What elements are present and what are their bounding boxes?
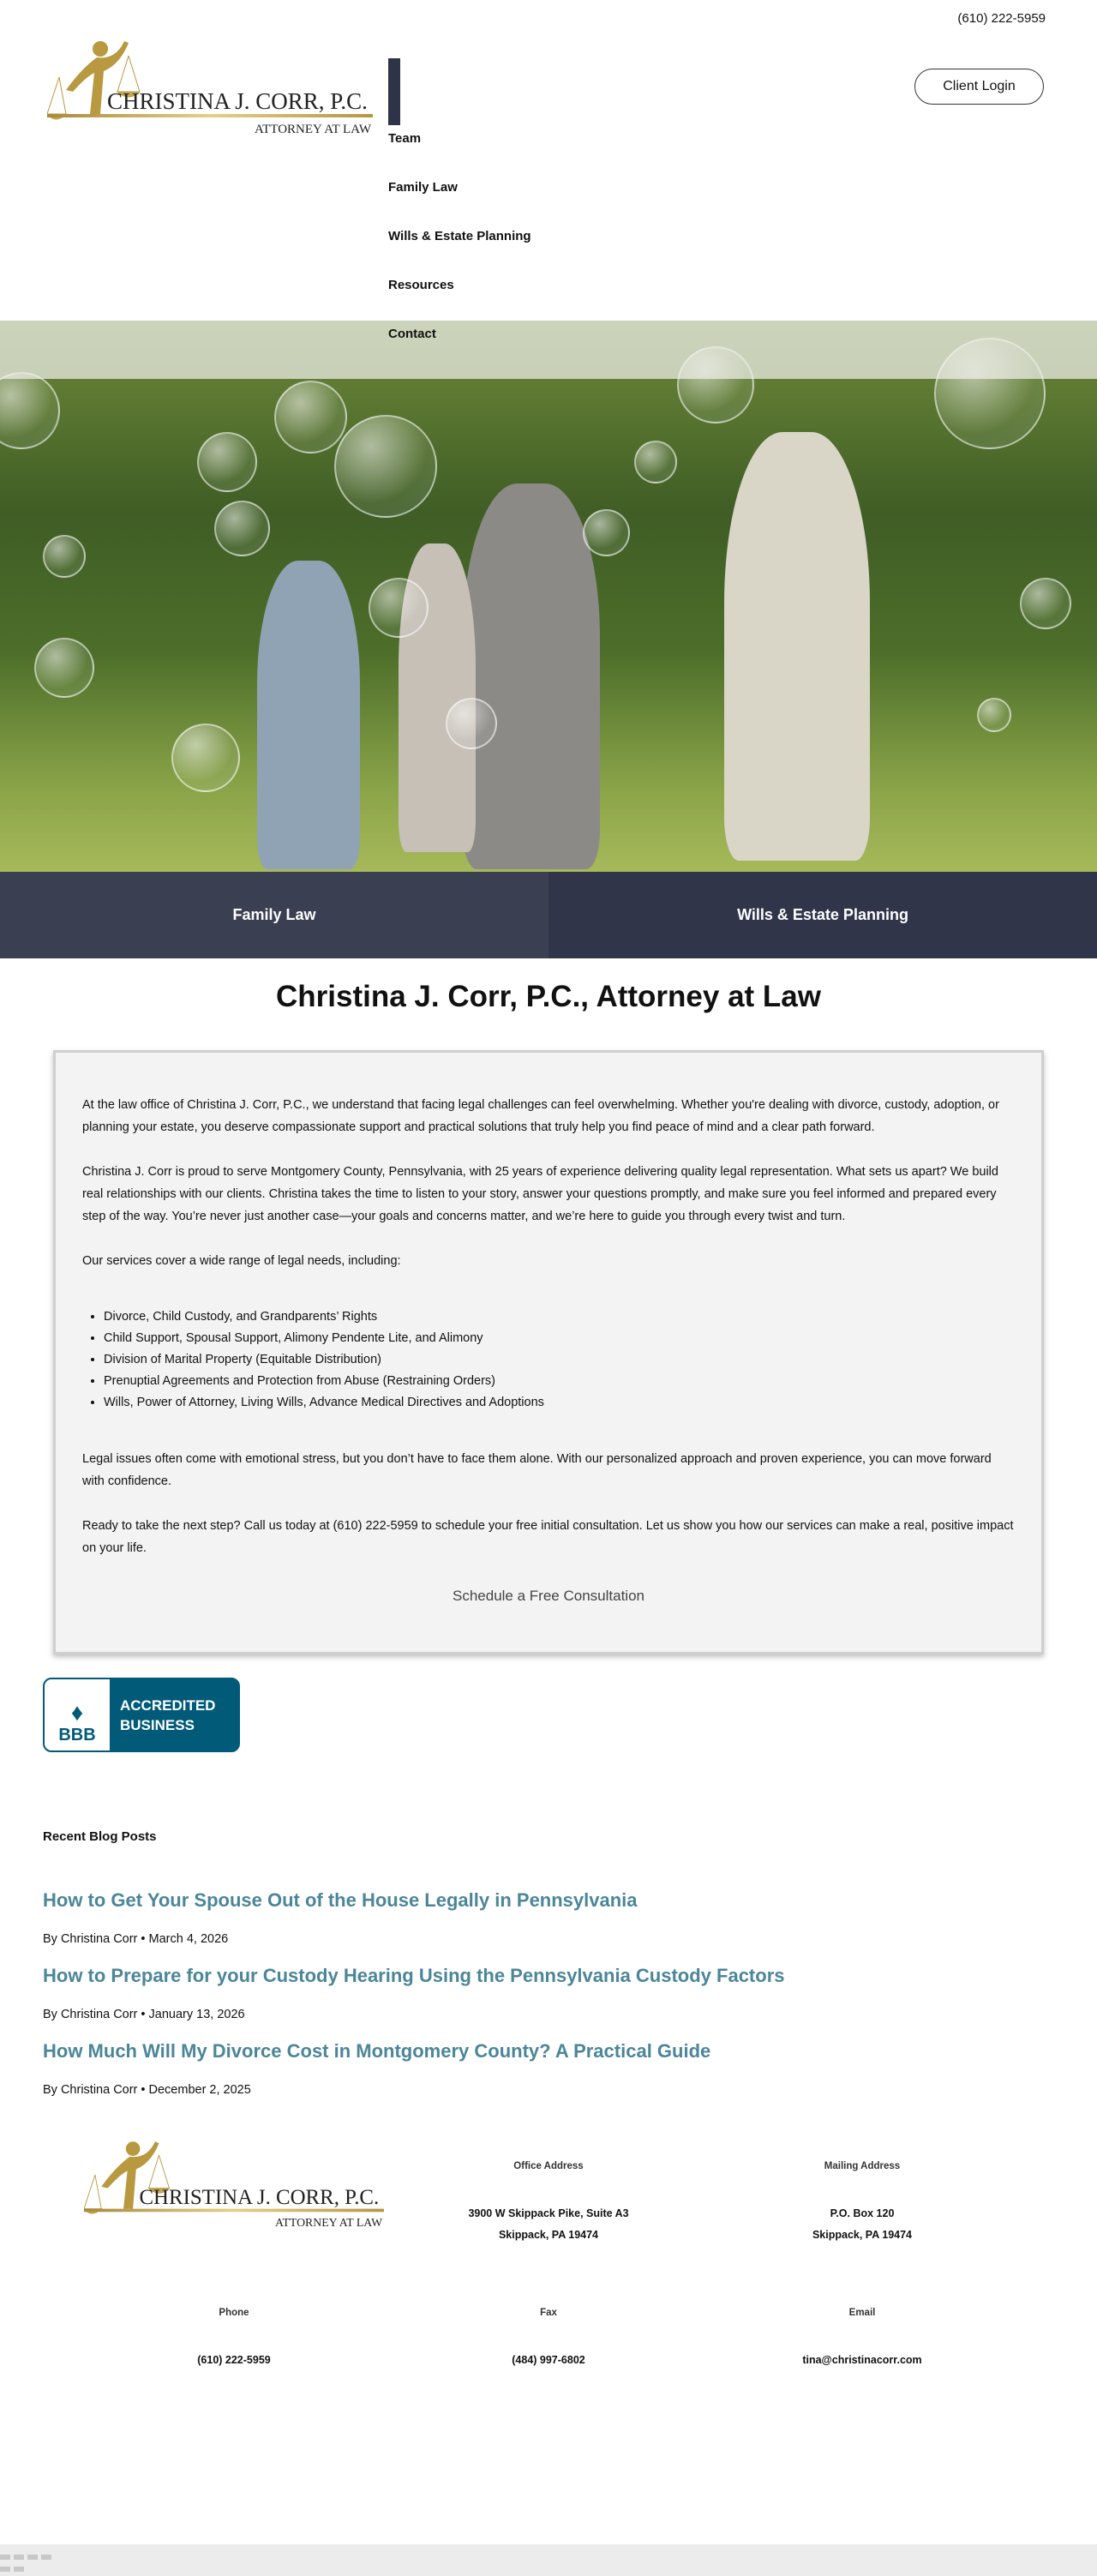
list-item: • Wills, Power of Attorney, Living Wills, Advance Medical Directives and Adoptions — [104, 1392, 1015, 1414]
feature-family-law[interactable]: Family Law — [0, 872, 548, 958]
nav-team[interactable]: Team — [388, 131, 422, 146]
svg-text:ATTORNEY AT LAW: ATTORNEY AT LAW — [254, 123, 371, 136]
footer-phone: Phone (610) 222-5959 — [105, 2308, 363, 2366]
about-paragraph: Christina J. Corr is proud to serve Montgomery County, Pennsylvania, with 25 years of experience delivering quality legal representation. What sets us apart? We build real relationships with our clients. Christina takes the time to listen to your story, answer your questions promptly, and make sure you feel informed and prepared every step of the way. You’re never just another case—your goals and concerns matter, and we’re here to guide you through every twist and turn. — [82, 1165, 998, 1223]
bottom-toolbar — [0, 2544, 1097, 2576]
bbb-torch-icon: ♦ — [70, 1699, 84, 1726]
blog-post-title[interactable]: How to Prepare for your Custody Hearing Using the Pennsylvania Custody Factors — [43, 1965, 785, 1986]
intro-paragraph: At the law office of Christina J. Corr, P.C., we understand that facing legal challenges can feel overwhelming. Whether you're dealing with divorce, custody, adoption, or planning your estate, you deserve compassionate support and practical solutions that truly help you find peace of mind and a clear path forward. — [82, 1098, 999, 1134]
nav-contact[interactable]: Contact — [388, 327, 436, 341]
recent-posts-heading: Recent Blog Posts — [43, 1829, 157, 1844]
nav-wills-estate-planning[interactable]: Wills & Estate Planning — [388, 229, 531, 243]
hero-image — [0, 321, 1097, 872]
feature-wills-estate-planning[interactable]: Wills & Estate Planning — [548, 872, 1097, 958]
list-item: • Divorce, Child Custody, and Grandparents’ Rights — [104, 1306, 1015, 1328]
scales-of-justice-logo-icon — [47, 39, 373, 137]
blog-post-meta: By Christina Corr • January 13, 2026 — [43, 2008, 245, 2021]
list-item: • Division of Marital Property (Equitable Distribution) — [104, 1349, 1015, 1371]
footer-fax: Fax (484) 997-6802 — [512, 2308, 585, 2366]
list-item: • Child Support, Spousal Support, Alimony Pendente Lite, and Alimony — [104, 1328, 1015, 1349]
bbb-accredited-badge[interactable]: ♦ BBB ACCREDITED BUSINESS — [43, 1678, 240, 1752]
footer-email-link[interactable]: tina@christinacorr.com — [802, 2354, 922, 2366]
mailing-address: Mailing Address P.O. Box 120 Skippack, PA 19474 — [812, 2161, 913, 2241]
scales-of-justice-logo-icon — [84, 2139, 384, 2231]
page-title: Christina J. Corr, P.C., Attorney at Law — [276, 980, 821, 1013]
blog-post-title[interactable]: How to Get Your Spouse Out of the House Legally in Pennsylvania — [43, 1889, 638, 1911]
office-address: Office Address 3900 W Skippack Pike, Suite A3 Skippack, PA 19474 — [468, 2161, 629, 2241]
nav-resources[interactable]: Resources — [388, 278, 454, 292]
services-list — [104, 1306, 1015, 1414]
footer-logo[interactable] — [84, 2139, 384, 2231]
header-phone-link[interactable]: (610) 222-5959 — [957, 11, 1046, 26]
cta-paragraph: Ready to take the next step? Call us today at (610) 222-5959 to schedule your free initial consultation. Let us show you how our services can make a real, positive impact on your life. — [82, 1519, 1014, 1555]
blog-post-title[interactable]: How Much Will My Divorce Cost in Montgomery County? A Practical Guide — [43, 2040, 711, 2062]
nav-active-indicator — [388, 58, 400, 125]
footer-email: Email tina@christinacorr.com — [734, 2308, 991, 2366]
blog-post-meta: By Christina Corr • March 4, 2026 — [43, 1932, 229, 1946]
services-intro: Our services cover a wide range of legal needs, including: — [82, 1254, 401, 1268]
site-logo[interactable] — [47, 39, 373, 137]
intro-content-box — [53, 1050, 1044, 1654]
feature-links — [0, 872, 1097, 958]
blog-post-meta: By Christina Corr • December 2, 2025 — [43, 2083, 251, 2097]
logo-text: CHRISTINA J. CORR, P.C. — [107, 88, 368, 114]
svg-text:CHRISTINA J. CORR, P.C.: CHRISTINA J. CORR, P.C. — [139, 2186, 380, 2210]
support-paragraph: Legal issues often come with emotional stress, but you don’t have to face them alone. With our personalized approach and proven experience, you can move forward with confidence. — [82, 1452, 992, 1488]
nav-family-law[interactable]: Family Law — [388, 180, 458, 195]
svg-text:ATTORNEY AT LAW: ATTORNEY AT LAW — [275, 2215, 383, 2229]
schedule-consultation-link[interactable]: Schedule a Free Consultation — [453, 1588, 644, 1604]
client-login-button[interactable]: Client Login — [914, 69, 1044, 105]
list-item: • Prenuptial Agreements and Protection from Abuse (Restraining Orders) — [104, 1371, 1015, 1392]
footer-phone-link[interactable]: (610) 222-5959 — [197, 2354, 271, 2366]
